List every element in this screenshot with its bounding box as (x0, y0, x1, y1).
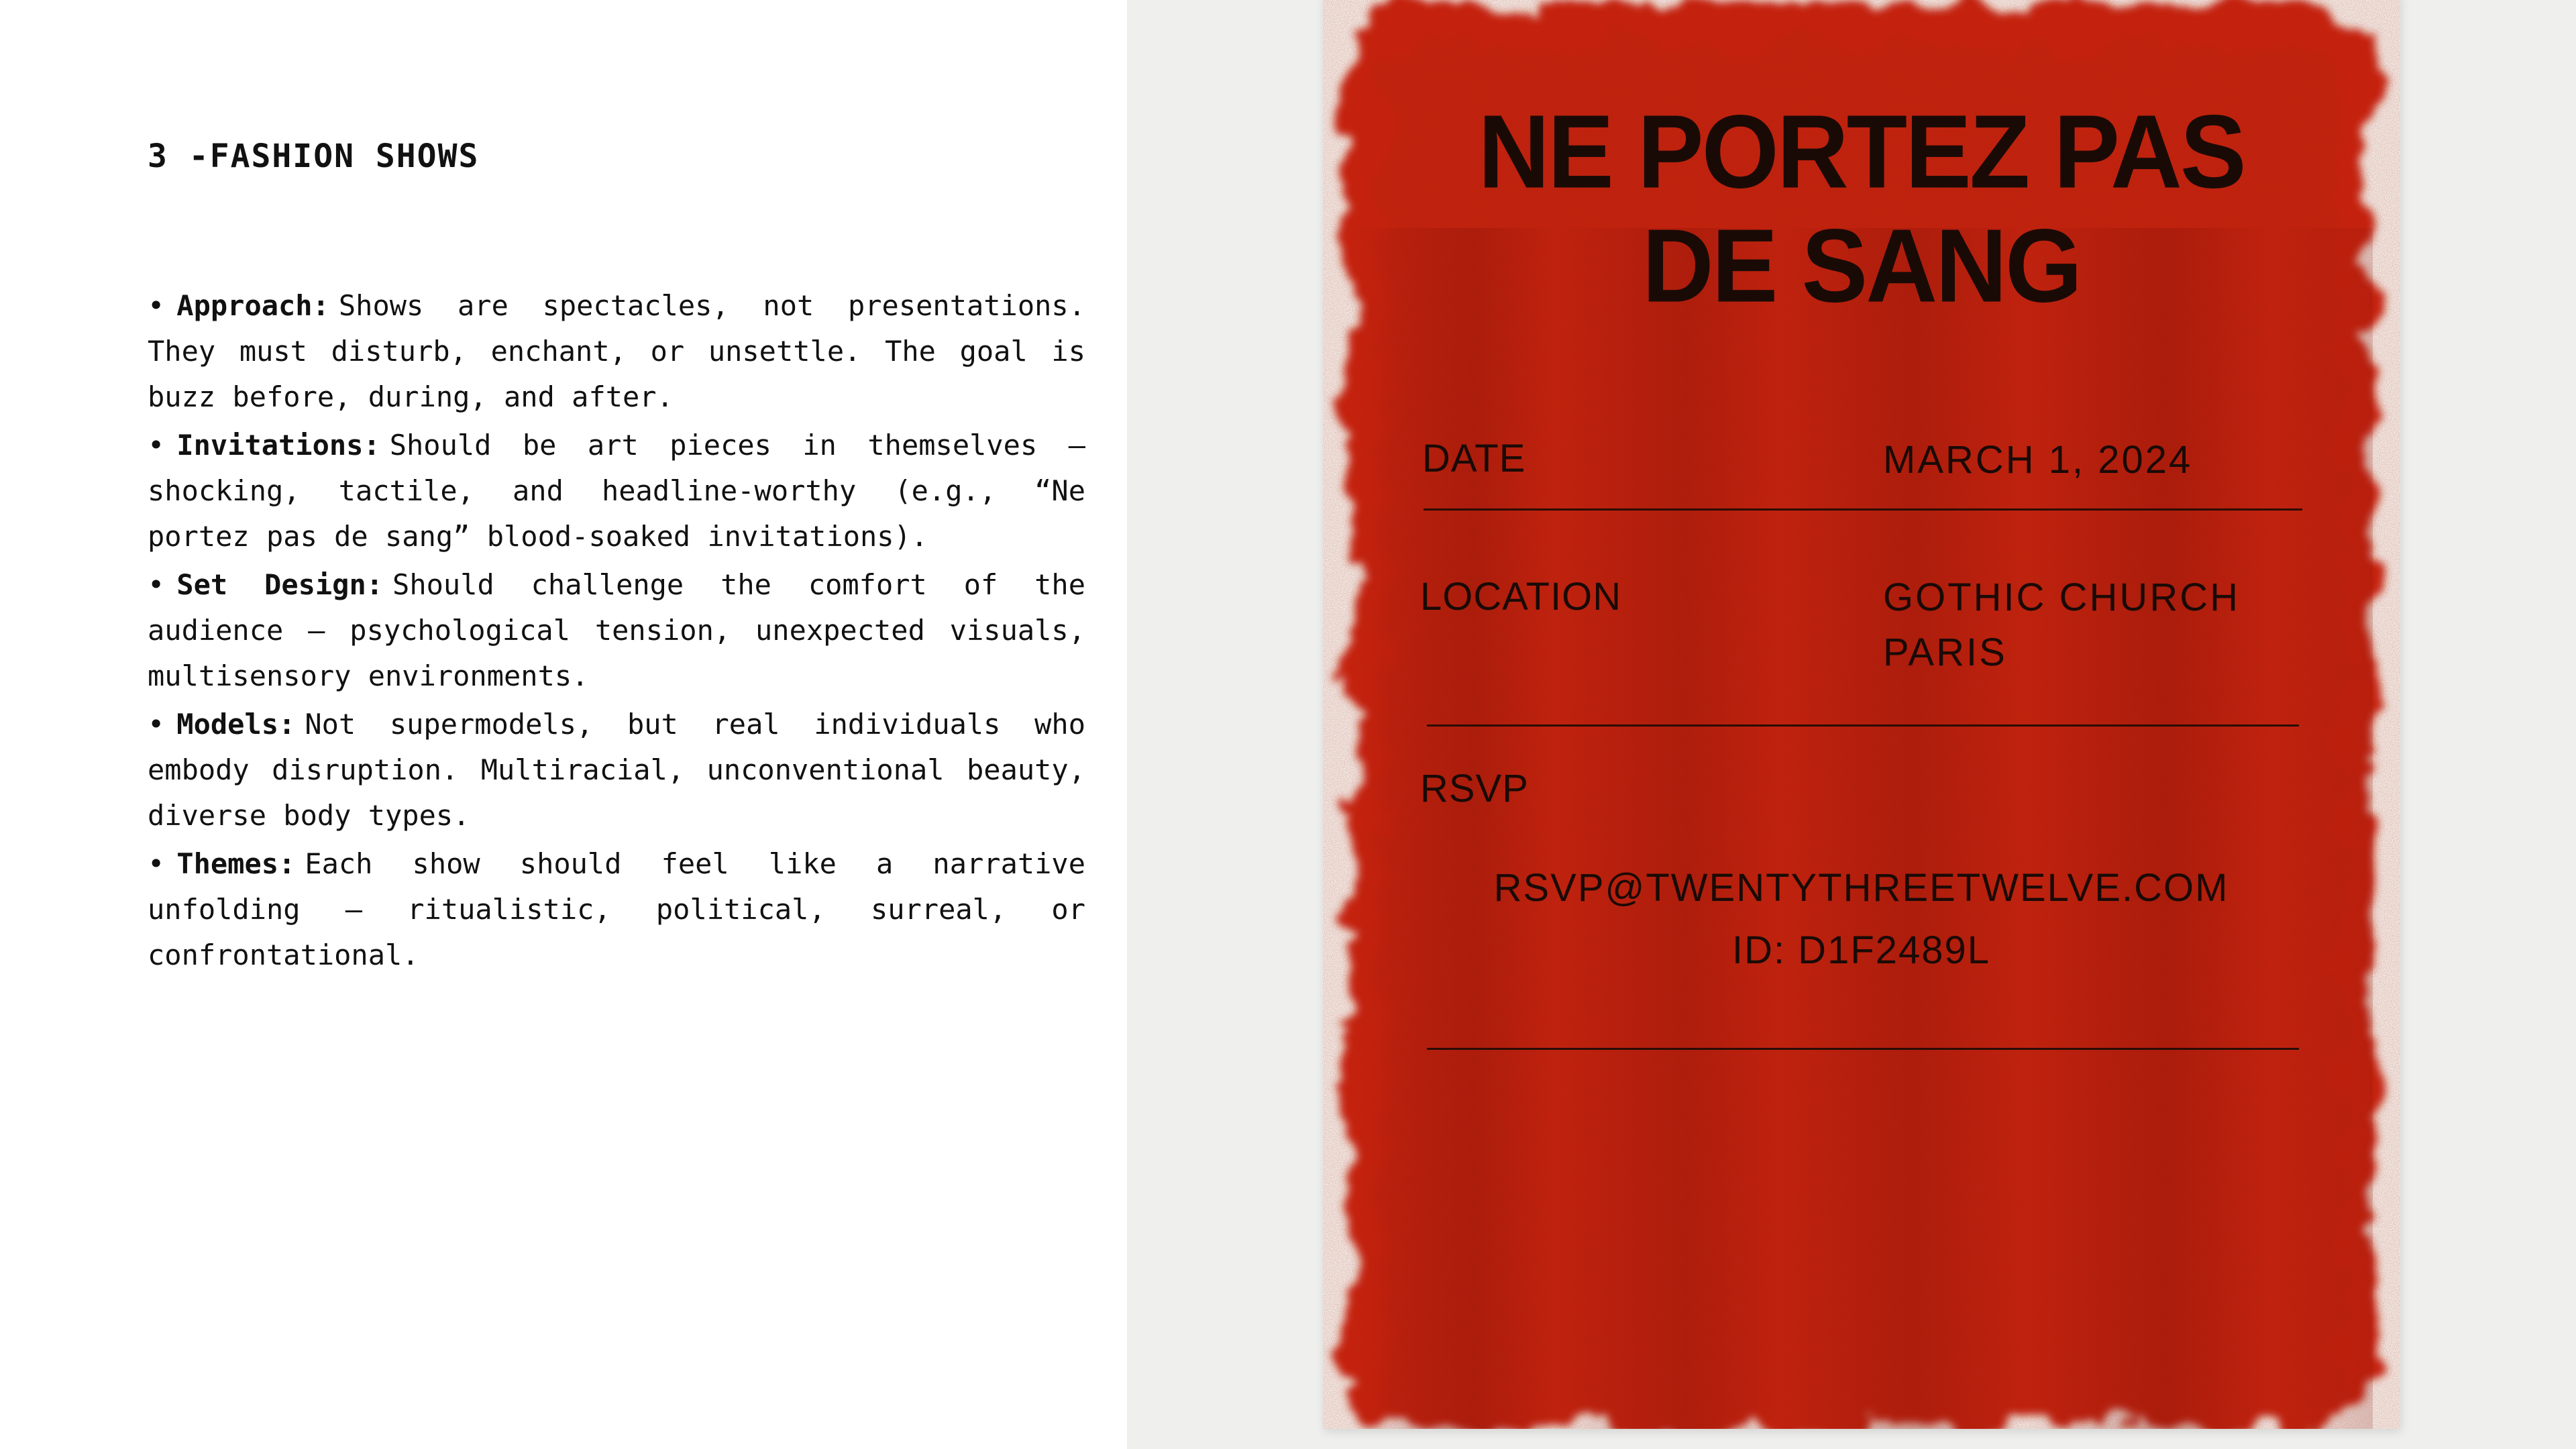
bullet-text: Should be art pieces in themselves — shocking, tactile, and headline-worthy (e.g., “Ne portez pas de sang” blood-soaked invitations). (148, 429, 1085, 553)
bullet-term: Set Design: (176, 568, 384, 601)
bullet-dot-icon: • (148, 708, 165, 741)
text-panel (0, 0, 1127, 1449)
invitation-title-line-1: NE PORTEZ PAS (1478, 93, 2245, 211)
bullet-text: Shows are spectacles, not presentations. They must disturb, enchant, or unsettle. The goal is buzz before, during, and after. (148, 289, 1085, 413)
divider (1427, 1048, 2299, 1050)
bullet-set-design (148, 562, 1085, 699)
bullet-approach (148, 283, 1085, 420)
bullet-dot-icon: • (148, 568, 165, 601)
bullet-themes (148, 841, 1085, 978)
date-label: DATE (1422, 437, 1526, 480)
divider (1424, 508, 2302, 511)
location-line-1: GOTHIC CHURCH (1883, 576, 2240, 619)
bullet-dot-icon: • (148, 289, 165, 322)
divider (1427, 724, 2299, 727)
bullet-text: Should challenge the comfort of the audience — psychological tension, unexpected visuals, multisensory environments. (148, 568, 1086, 692)
invitation-card (1323, 0, 2400, 1429)
rsvp-email: RSVP@TWENTYTHREETWELVE.COM (1493, 866, 2229, 910)
location-label: LOCATION (1420, 575, 1622, 619)
rsvp-label: RSVP (1420, 767, 1529, 810)
invitation-title (1323, 95, 2400, 323)
section-title: 3 -FASHION SHOWS (148, 138, 480, 175)
bullet-list (148, 283, 1085, 981)
bullet-dot-icon: • (148, 847, 165, 880)
bullet-dot-icon: • (148, 429, 165, 462)
date-value: MARCH 1, 2024 (1883, 438, 2193, 482)
bullet-models (148, 702, 1085, 839)
bullet-term: Approach: (176, 289, 329, 322)
location-value (1883, 570, 2240, 680)
bullet-term: Themes: (176, 847, 296, 880)
bullet-invitations (148, 423, 1085, 559)
location-line-2: PARIS (1883, 631, 2007, 674)
invitation-title-line-2: DE SANG (1642, 207, 2081, 325)
bullet-term: Models: (176, 708, 296, 741)
bullet-text: Each show should feel like a narrative unfolding — ritualistic, political, surreal, or confrontational. (148, 847, 1085, 971)
bullet-text: Not supermodels, but real individuals who embody disruption. Multiracial, unconventional beauty, diverse body types. (148, 708, 1085, 832)
bullet-term: Invitations: (176, 429, 380, 462)
rsvp-id: ID: D1F2489L (1731, 928, 1991, 972)
